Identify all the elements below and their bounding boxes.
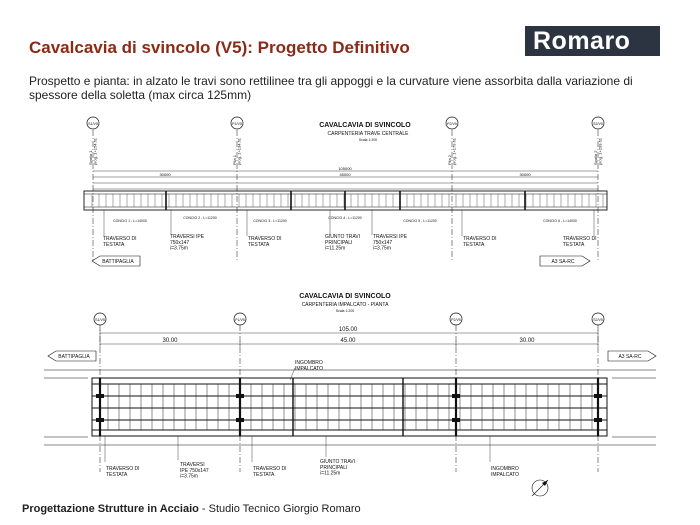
girder-stiffeners [92, 194, 603, 207]
axis-label: S2/V5 [593, 318, 603, 322]
callout-traverso-testata: TRAVERSO DI TESTATA [103, 236, 137, 248]
axis-label: P1/V5 [235, 318, 245, 322]
callout-ingombro-impalcato: INGOMBRO IMPALCATO [295, 360, 324, 372]
footer [22, 503, 361, 515]
callout-traversi-ipe: TRAVERSI IPE 750x147 i=3.75m [170, 234, 205, 252]
plan-axes [94, 313, 604, 472]
callout-traverso-testata: TRAVERSO DI TESTATA [248, 236, 282, 248]
span-dimension: 30000 [519, 172, 531, 177]
support-label-p1: Pila 1prog. 1+134.61 [232, 137, 242, 165]
segment-label: CONCIO 5 - L=11200 [403, 219, 437, 223]
romaro-logo: Romaro [525, 26, 660, 56]
plan-span-dimension: 45.00 [340, 338, 356, 344]
support-label-p2: Pila 2prog. 1+179.61 [447, 137, 457, 165]
callout-giunto-travi: GIUNTO TRAVI PRINCIPALI i=11.25m [320, 459, 356, 477]
elevation-leaders [104, 210, 594, 236]
plan-total-dimension: 105.00 [338, 327, 358, 333]
page-title: Cavalcavia di svincolo (V5): Progetto Definitivo [29, 38, 410, 57]
main-girders [92, 384, 607, 430]
axis-label: S1/V5 [88, 122, 98, 126]
cross-beams [108, 384, 592, 430]
callout-giunto-travi: GIUNTO TRAVI PRINCIPALI i=11.25m [325, 234, 361, 252]
plan-direction-label-left: BATTIPAGLIA [58, 354, 90, 360]
footer-bold: Progettazione Strutture in Acciaio [22, 503, 199, 515]
segment-label: CONCIO 6 - L=14000 [543, 219, 577, 223]
segment-label: CONCIO 2 - L=11200 [183, 216, 217, 220]
elevation-drawing [84, 117, 607, 266]
deck-plan [92, 378, 607, 436]
elevation-subtitle: CARPENTERIA TRAVE CENTRALE [327, 131, 409, 137]
plan-drawing [44, 293, 656, 496]
callout-ingombro-impalcato: INGOMBRO IMPALCATO [491, 466, 520, 478]
axis-label: P2/V5 [447, 122, 457, 126]
span-dimension: 30000 [159, 172, 171, 177]
support-label-s2: Spalla 2prog. 1+209.61 [593, 137, 603, 165]
plan-girder-joints [293, 378, 403, 436]
segment-label: CONCIO 4 - L=11200 [328, 216, 362, 220]
total-dimension: 105000 [338, 166, 352, 171]
direction-label-right: A3 SA-RC [551, 259, 575, 265]
segment-label: CONCIO 1 - L=14000 [113, 219, 147, 223]
segment-label: CONCIO 3 - L=11200 [253, 219, 287, 223]
plan-span-dimension: 30.00 [162, 338, 178, 344]
callout-traverso-testata: TRAVERSO DI TESTATA [463, 236, 497, 248]
plan-direction-label-right: A3 SA-RC [618, 354, 642, 360]
plan-span-dimension: 30.00 [519, 338, 535, 344]
callout-traverso-testata: TRAVERSO DI TESTATA [106, 466, 140, 478]
callout-traversi-ipe: TRAVERSI IPE 750x147 i=3.75m [180, 462, 209, 480]
axis-label: S1/V5 [95, 318, 105, 322]
pier-diaphragms [100, 378, 598, 436]
plan-title: CAVALCAVIA DI SVINCOLO [299, 293, 391, 300]
elevation-scale: Scala 1:200 [358, 138, 378, 142]
north-arrow-icon [532, 480, 548, 496]
callout-traverso-testata: TRAVERSO DI TESTATA [253, 466, 287, 478]
direction-label-left: BATTIPAGLIA [102, 259, 134, 265]
axis-label: P1/V5 [232, 122, 242, 126]
axis-label: P2/V5 [451, 318, 461, 322]
plan-scale: Scala 1:200 [335, 309, 355, 313]
plan-subtitle: CARPENTERIA IMPALCATO - PIANTA [301, 302, 389, 308]
callout-traversi-ipe: TRAVERSI IPE 750x147 i=3.75m [373, 234, 408, 252]
page-subtitle: Prospetto e pianta: in alzato le travi sono rettilinee tra gli appoggi e la curvature viene assorbita dalla variazione di spessore della soletta (max circa 125mm) [29, 74, 633, 102]
elevation-title: CAVALCAVIA DI SVINCOLO [319, 122, 411, 129]
span-dimension: 45000 [339, 172, 351, 177]
footer-rest: - Studio Tecnico Giorgio Romaro [198, 503, 361, 515]
axis-label: S2/V5 [593, 122, 603, 126]
callout-traverso-testata: TRAVERSO DI TESTATA [563, 236, 597, 248]
support-label-s1: Spalla 1prog. 1+154.61 [88, 137, 98, 165]
